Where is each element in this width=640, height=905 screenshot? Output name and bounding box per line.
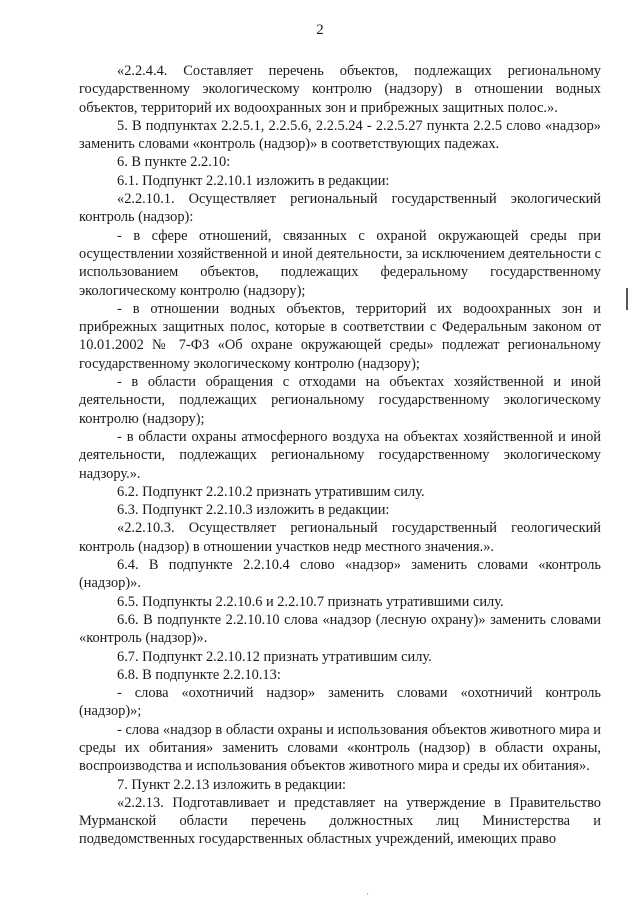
paragraph: 6.2. Подпункт 2.2.10.2 признать утратившим силу. xyxy=(117,483,425,500)
paragraph: 6.1. Подпункт 2.2.10.1 изложить в редакции: xyxy=(117,172,390,189)
paragraph: - в области обращения с отходами на объектах хозяйственной и иной деятельности, подлежащих региональному государственному экологическому контролю (надзору); xyxy=(79,374,601,427)
paragraph: 6.8. В подпункте 2.2.10.13: xyxy=(117,666,281,683)
page-number: 2 xyxy=(316,22,324,38)
paragraph: - слова «надзор в области охраны и использования объектов животного мира и среды их обитания» заменить словами «контроль (надзор) в области охраны, воспроизводства и использования объектов животного мира и среды их обитания». xyxy=(79,721,601,775)
paragraph: «2.2.10.3. Осуществляет региональный государственный геологический контроль (надзор) в отношении участков недр местного значения.». xyxy=(79,520,601,555)
paragraph: «2.2.4.4. Составляет перечень объектов, подлежащих региональному государственному экологическому контролю (надзору) в отношении водных объектов, территорий их водоохранных зон и прибрежных защитных полос.». xyxy=(79,63,601,116)
paragraph: 7. Пункт 2.2.13 изложить в редакции: xyxy=(117,776,347,793)
paragraph: «2.2.13. Подготавливает и представляет на утверждение в Правительство Мурманской области перечень должностных лиц Министерства и подведомственных государственных областных учреждений, имеющих право xyxy=(79,794,601,848)
scan-artifact: · xyxy=(366,889,369,899)
paragraph: 6.7. Подпункт 2.2.10.12 признать утратившим силу. xyxy=(117,648,432,665)
paragraph: 6.4. В подпункте 2.2.10.4 слово «надзор» заменить словами «контроль (надзор)». xyxy=(79,557,601,592)
paragraph: 6. В пункте 2.2.10: xyxy=(117,154,231,171)
paragraph: «2.2.10.1. Осуществляет региональный государственный экологический контроль (надзор): xyxy=(79,191,601,226)
paragraph: - в области охраны атмосферного воздуха на объектах хозяйственной и иной деятельности, подлежащих региональному государственному экологическому надзору.». xyxy=(79,428,601,482)
paragraph: - слова «охотничий надзор» заменить словами «охотничий контроль (надзор)»; xyxy=(79,685,601,720)
scan-edge-mark xyxy=(626,288,628,310)
paragraph: 6.6. В подпункте 2.2.10.10 слова «надзор (лесную охрану)» заменить словами «контроль (надзор)». xyxy=(79,611,601,647)
paragraph: - в отношении водных объектов, территорий их водоохранных зон и прибрежных защитных полос, которые в соответствии с Федеральным законом от 10.01.2002 № 7-ФЗ «Об охране окружающей среды» подлежат региональному государственному экологическому контролю (надзору); xyxy=(79,300,601,372)
paragraph: 6.3. Подпункт 2.2.10.3 изложить в редакции: xyxy=(117,502,390,519)
paragraph: 6.5. Подпункты 2.2.10.6 и 2.2.10.7 признать утратившими силу. xyxy=(117,593,504,610)
paragraph: - в сфере отношений, связанных с охраной окружающей среды при осуществлении хозяйственной и иной деятельности, за исключением деятельности с использованием объектов, подлежащих федеральному государственному экологическому контролю (надзору); xyxy=(79,227,601,299)
document-body xyxy=(79,62,601,849)
paragraph: 5. В подпунктах 2.2.5.1, 2.2.5.6, 2.2.5.24 - 2.2.5.27 пункта 2.2.5 слово «надзор» заменить словами «контроль (надзор)» в соответствующих падежах. xyxy=(79,117,601,153)
